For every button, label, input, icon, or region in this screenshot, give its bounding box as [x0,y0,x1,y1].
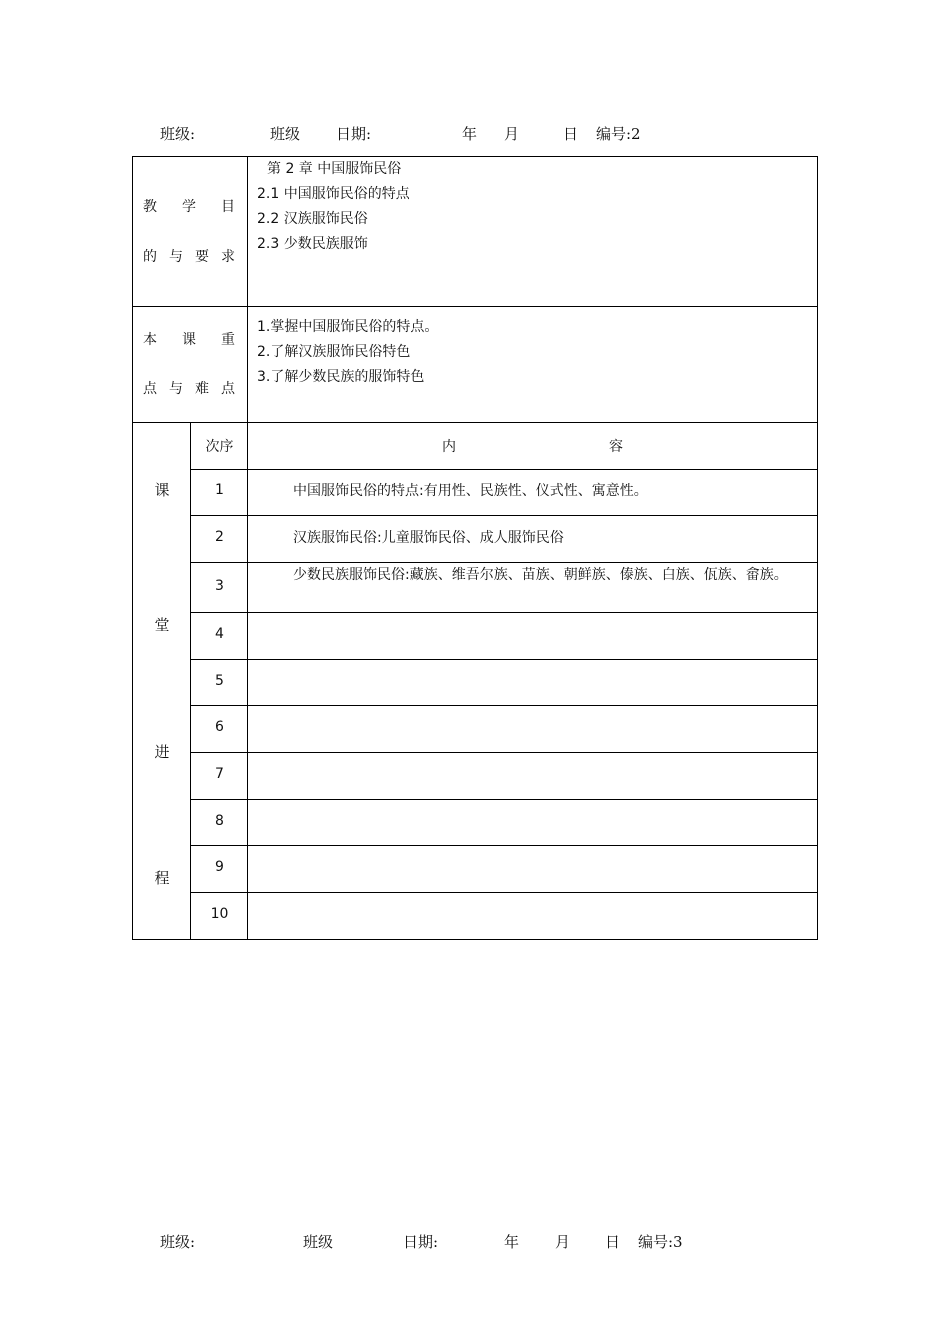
year-label: 年 [462,125,478,143]
process-label-char: 堂 [154,616,170,634]
key-point-item: 2.了解汉族服饰民俗特色 [257,344,411,360]
table-row-seq: 1 [215,482,224,498]
class-label: 班级: [160,125,196,143]
sequence-header: 次序 [205,439,234,455]
key-point-item: 3.了解少数民族的服饰特色 [257,369,425,385]
section-divider [133,306,817,307]
lesson-plan-table [132,156,818,940]
month-label: 月 [504,125,520,143]
date-label: 日期: [403,1233,439,1251]
row-divider [190,892,817,893]
content-header-left: 内 [442,439,456,455]
table-row-seq: 6 [215,719,224,735]
objectives-label-line1: 教 学 目 [143,199,235,215]
table-row-seq: 10 [210,906,229,922]
objectives-content [257,157,410,257]
row-divider [190,515,817,516]
row-divider [190,659,817,660]
page-header-top [0,122,950,146]
row-divider [190,705,817,706]
table-row-seq: 5 [215,673,224,689]
key-points-label-line1: 本 课 重 [143,332,235,348]
date-label: 日期: [336,125,372,143]
objectives-chapter-title: 第 2 章 中国服饰民俗 [267,161,402,177]
class-label: 班级: [160,1233,196,1251]
table-row-seq: 9 [215,859,224,875]
row-divider [190,469,817,470]
number-label: 编号:2 [596,125,641,143]
objectives-label-line2: 的 与 要 求 [143,249,235,265]
table-row-content: 中国服饰民俗的特点:有用性、民族性、仪式性、寓意性。 [293,483,648,499]
class-value: 班级 [303,1233,334,1251]
process-label-char: 课 [154,481,170,499]
row-divider [190,799,817,800]
table-row-content: 汉族服饰民俗:儿童服饰民俗、成人服饰民俗 [293,530,564,546]
page-header-bottom [0,1230,950,1254]
section-divider [133,422,817,423]
process-label-char: 进 [154,743,170,761]
year-label: 年 [504,1233,520,1251]
content-header-right: 容 [609,439,623,455]
objectives-item: 2.2 汉族服饰民俗 [257,211,368,227]
month-label: 月 [555,1233,571,1251]
key-points-label-line2: 点 与 难 点 [143,381,235,397]
key-point-item: 1.掌握中国服饰民俗的特点。 [257,319,439,335]
day-label: 日 [605,1233,621,1251]
row-divider [190,612,817,613]
day-label: 日 [563,125,579,143]
objectives-item: 2.1 中国服饰民俗的特点 [257,186,410,202]
class-value: 班级 [270,125,301,143]
table-row-seq: 4 [215,626,224,642]
table-row-seq: 2 [215,529,224,545]
table-row-seq: 7 [215,766,224,782]
row-divider [190,752,817,753]
number-label: 编号:3 [638,1233,683,1251]
row-divider [190,845,817,846]
objectives-item: 2.3 少数民族服饰 [257,236,368,252]
key-points-content [257,315,438,390]
table-row-content: 少数民族服饰民俗:藏族、维吾尔族、苗族、朝鲜族、傣族、白族、佤族、畲族。 [293,567,788,583]
table-row-seq: 8 [215,813,224,829]
table-row-seq: 3 [215,578,224,594]
process-label-char: 程 [154,869,170,887]
